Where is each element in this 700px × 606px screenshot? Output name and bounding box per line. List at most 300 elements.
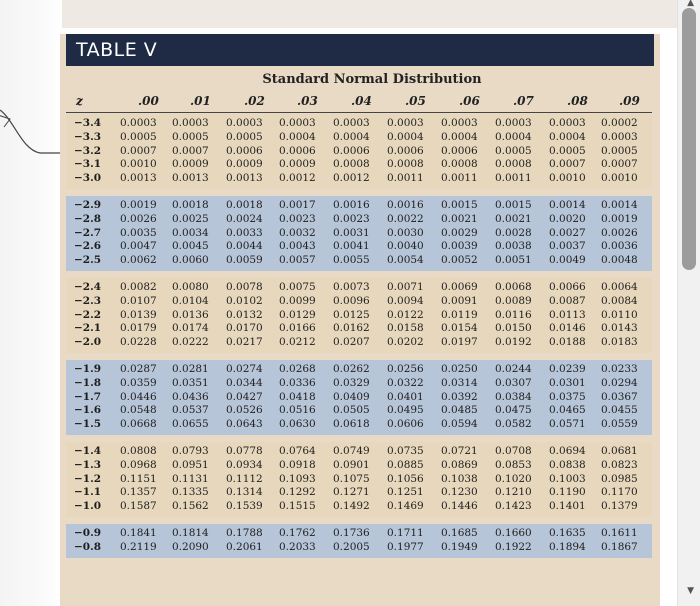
probability-cell: 0.0003 [601, 130, 638, 143]
table-row-group [66, 114, 652, 189]
probability-cell: 0.0008 [387, 158, 424, 171]
probability-cell: 0.0985 [601, 472, 638, 485]
scroll-up-arrow-icon[interactable]: ▲ [687, 0, 694, 8]
probability-cell: 0.0107 [120, 294, 157, 307]
probability-cell: 0.0119 [441, 308, 478, 321]
probability-cell: 0.0035 [120, 226, 157, 239]
probability-cell: 0.1271 [333, 486, 370, 499]
probability-cell: 0.0401 [387, 390, 424, 403]
probability-cell: 0.0256 [387, 363, 424, 375]
probability-cell: 0.1190 [549, 486, 586, 499]
probability-cell: 0.1170 [601, 486, 638, 499]
probability-cell: 0.1736 [333, 527, 370, 539]
probability-cell: 0.0028 [495, 226, 532, 239]
table-row [66, 295, 652, 309]
z-value: −2.1 [74, 322, 102, 335]
probability-cell: 0.0052 [441, 254, 478, 267]
probability-cell: 0.0036 [601, 240, 638, 253]
probability-cell: 0.1515 [279, 500, 316, 513]
probability-cell: 0.0007 [549, 158, 586, 171]
probability-cell: 0.0003 [333, 117, 370, 129]
probability-cell: 0.0023 [333, 212, 370, 225]
probability-cell: 0.0526 [226, 404, 263, 417]
table-row [66, 418, 652, 432]
probability-cell: 0.1020 [495, 472, 532, 485]
probability-cell: 0.0655 [172, 418, 209, 431]
probability-cell: 0.0009 [172, 158, 209, 171]
probability-cell: 0.0015 [495, 199, 532, 211]
probability-cell: 0.0559 [601, 418, 638, 431]
probability-cell: 0.0021 [495, 212, 532, 225]
probability-cell: 0.1814 [172, 527, 209, 539]
table-row [66, 117, 652, 131]
probability-cell: 0.1922 [495, 540, 532, 553]
probability-cell: 0.0630 [279, 418, 316, 431]
probability-cell: 0.0049 [549, 254, 586, 267]
probability-cell: 0.0062 [120, 254, 157, 267]
probability-cell: 0.0721 [441, 445, 478, 457]
probability-cell: 0.1151 [120, 472, 157, 485]
probability-cell: 0.1841 [120, 527, 157, 539]
z-value: −1.1 [74, 486, 102, 499]
probability-cell: 0.1056 [387, 472, 424, 485]
probability-cell: 0.0239 [549, 363, 586, 375]
probability-cell: 0.0008 [441, 158, 478, 171]
table-row [66, 199, 652, 213]
column-header: .04 [351, 94, 372, 108]
probability-cell: 0.0643 [226, 418, 263, 431]
probability-cell: 0.1977 [387, 540, 424, 553]
table-row [66, 322, 652, 336]
probability-cell: 0.0055 [333, 254, 370, 267]
probability-cell: 0.0054 [387, 254, 424, 267]
z-value: −3.0 [74, 172, 102, 185]
probability-cell: 0.0301 [549, 376, 586, 389]
z-value: −1.3 [74, 458, 102, 471]
probability-cell: 0.0375 [549, 390, 586, 403]
z-value: −3.1 [74, 158, 102, 171]
probability-cell: 0.1635 [549, 527, 586, 539]
z-value: −1.5 [74, 418, 102, 431]
probability-cell: 0.0158 [387, 322, 424, 335]
probability-cell: 0.1587 [120, 500, 157, 513]
probability-cell: 0.0006 [441, 144, 478, 157]
probability-cell: 0.0014 [601, 199, 638, 211]
probability-cell: 0.0003 [226, 117, 263, 129]
table-row [66, 527, 652, 541]
probability-cell: 0.0143 [601, 322, 638, 335]
probability-cell: 0.0032 [279, 226, 316, 239]
probability-cell: 0.0485 [441, 404, 478, 417]
z-value: −1.8 [74, 376, 102, 389]
probability-cell: 0.0202 [387, 336, 424, 349]
probability-cell: 0.0005 [172, 130, 209, 143]
probability-cell: 0.0793 [172, 445, 209, 457]
probability-cell: 0.0004 [279, 130, 316, 143]
z-value: −2.9 [74, 199, 102, 211]
probability-cell: 0.1762 [279, 527, 316, 539]
probability-cell: 0.0003 [387, 117, 424, 129]
probability-cell: 0.0294 [601, 376, 638, 389]
probability-cell: 0.0668 [120, 418, 157, 431]
probability-cell: 0.0455 [601, 404, 638, 417]
table-row-group [66, 524, 652, 558]
probability-cell: 0.1446 [441, 500, 478, 513]
probability-cell: 0.1230 [441, 486, 478, 499]
probability-cell: 0.0030 [387, 226, 424, 239]
probability-cell: 0.1660 [495, 527, 532, 539]
probability-cell: 0.1788 [226, 527, 263, 539]
probability-cell: 0.0571 [549, 418, 586, 431]
column-header: .01 [190, 94, 211, 108]
probability-cell: 0.0045 [172, 240, 209, 253]
probability-cell: 0.0066 [549, 281, 586, 293]
probability-cell: 0.1335 [172, 486, 209, 499]
probability-cell: 0.0038 [495, 240, 532, 253]
previous-page-edge [0, 0, 62, 606]
z-value: −1.6 [74, 404, 102, 417]
probability-cell: 0.0116 [495, 308, 532, 321]
column-header-z: z [76, 94, 83, 108]
probability-cell: 0.0004 [549, 130, 586, 143]
probability-cell: 0.0505 [333, 404, 370, 417]
probability-cell: 0.1562 [172, 500, 209, 513]
probability-cell: 0.0003 [495, 117, 532, 129]
probability-cell: 0.0322 [387, 376, 424, 389]
probability-cell: 0.0005 [120, 130, 157, 143]
probability-cell: 0.0006 [279, 144, 316, 157]
table-row [66, 281, 652, 295]
probability-cell: 0.0122 [387, 308, 424, 321]
z-value: −1.7 [74, 390, 102, 403]
probability-cell: 0.0084 [601, 294, 638, 307]
probability-cell: 0.1357 [120, 486, 157, 499]
probability-cell: 0.0007 [601, 158, 638, 171]
normal-curve-icon [0, 95, 60, 165]
probability-cell: 0.0019 [601, 212, 638, 225]
probability-cell: 0.0009 [226, 158, 263, 171]
probability-cell: 0.0418 [279, 390, 316, 403]
probability-cell: 0.0918 [279, 458, 316, 471]
probability-cell: 0.2061 [226, 540, 263, 553]
probability-cell: 0.0003 [279, 117, 316, 129]
probability-cell: 0.0059 [226, 254, 263, 267]
probability-cell: 0.1711 [387, 527, 424, 539]
table-row-group [66, 278, 652, 353]
probability-cell: 0.0681 [601, 445, 638, 457]
z-value: −3.3 [74, 130, 102, 143]
probability-cell: 0.1210 [495, 486, 532, 499]
probability-cell: 0.0307 [495, 376, 532, 389]
probability-cell: 0.0104 [172, 294, 209, 307]
probability-cell: 0.0139 [120, 308, 157, 321]
column-header: .02 [244, 94, 265, 108]
z-value: −2.2 [74, 308, 102, 321]
probability-cell: 0.0594 [441, 418, 478, 431]
table-row [66, 309, 652, 323]
probability-cell: 0.0006 [333, 144, 370, 157]
probability-cell: 0.0013 [226, 172, 263, 185]
probability-cell: 0.0003 [172, 117, 209, 129]
probability-cell: 0.0174 [172, 322, 209, 335]
probability-cell: 0.0606 [387, 418, 424, 431]
probability-cell: 0.0010 [120, 158, 157, 171]
probability-cell: 0.0017 [279, 199, 316, 211]
probability-cell: 0.0495 [387, 404, 424, 417]
probability-cell: 0.1894 [549, 540, 586, 553]
table-row [66, 172, 652, 186]
z-value: −2.4 [74, 281, 102, 293]
probability-cell: 0.0359 [120, 376, 157, 389]
probability-cell: 0.0166 [279, 322, 316, 335]
probability-cell: 0.0026 [120, 212, 157, 225]
probability-cell: 0.0233 [601, 363, 638, 375]
probability-cell: 0.0078 [226, 281, 263, 293]
scroll-down-arrow-icon[interactable]: ▼ [687, 586, 694, 596]
probability-cell: 0.1949 [441, 540, 478, 553]
probability-cell: 0.0351 [172, 376, 209, 389]
probability-cell: 0.0031 [333, 226, 370, 239]
probability-cell: 0.0329 [333, 376, 370, 389]
z-value: −1.9 [74, 363, 102, 375]
probability-cell: 0.1038 [441, 472, 478, 485]
probability-cell: 0.0073 [333, 281, 370, 293]
probability-cell: 0.0150 [495, 322, 532, 335]
z-value: −0.8 [74, 540, 102, 553]
table-row [66, 336, 652, 350]
probability-cell: 0.0025 [172, 212, 209, 225]
probability-cell: 0.0013 [120, 172, 157, 185]
probability-cell: 0.0212 [279, 336, 316, 349]
table-row [66, 377, 652, 391]
probability-cell: 0.0006 [226, 144, 263, 157]
probability-cell: 0.0094 [387, 294, 424, 307]
table-row [66, 459, 652, 473]
table-row [66, 254, 652, 268]
probability-cell: 0.0934 [226, 458, 263, 471]
table-row-group [66, 360, 652, 435]
probability-cell: 0.1401 [549, 500, 586, 513]
probability-cell: 0.0012 [279, 172, 316, 185]
probability-cell: 0.1379 [601, 500, 638, 513]
probability-cell: 0.0037 [549, 240, 586, 253]
probability-cell: 0.0516 [279, 404, 316, 417]
probability-cell: 0.2090 [172, 540, 209, 553]
table-row [66, 391, 652, 405]
probability-cell: 0.0274 [226, 363, 263, 375]
probability-cell: 0.1611 [601, 527, 638, 539]
probability-cell: 0.1469 [387, 500, 424, 513]
probability-cell: 0.0192 [495, 336, 532, 349]
probability-cell: 0.0005 [549, 144, 586, 157]
probability-cell: 0.0197 [441, 336, 478, 349]
z-value: −0.9 [74, 527, 102, 539]
probability-cell: 0.0091 [441, 294, 478, 307]
z-value: −2.0 [74, 336, 102, 349]
probability-cell: 0.0537 [172, 404, 209, 417]
probability-cell: 0.0069 [441, 281, 478, 293]
vertical-scrollbar[interactable] [677, 0, 700, 606]
table-row [66, 473, 652, 487]
z-value: −3.4 [74, 117, 102, 129]
probability-cell: 0.0004 [441, 130, 478, 143]
probability-cell: 0.0034 [172, 226, 209, 239]
z-value: −2.8 [74, 212, 102, 225]
probability-cell: 0.0113 [549, 308, 586, 321]
probability-cell: 0.0222 [172, 336, 209, 349]
probability-cell: 0.0885 [387, 458, 424, 471]
probability-cell: 0.2119 [120, 540, 157, 553]
probability-cell: 0.0041 [333, 240, 370, 253]
probability-cell: 0.0778 [226, 445, 263, 457]
probability-cell: 0.0618 [333, 418, 370, 431]
probability-cell: 0.2005 [333, 540, 370, 553]
probability-cell: 0.0392 [441, 390, 478, 403]
table-row [66, 158, 652, 172]
probability-cell: 0.0102 [226, 294, 263, 307]
probability-cell: 0.0009 [279, 158, 316, 171]
probability-cell: 0.0008 [495, 158, 532, 171]
probability-cell: 0.0694 [549, 445, 586, 457]
table-page [60, 34, 660, 606]
probability-cell: 0.0582 [495, 418, 532, 431]
probability-cell: 0.0043 [279, 240, 316, 253]
probability-cell: 0.0029 [441, 226, 478, 239]
probability-cell: 0.0087 [549, 294, 586, 307]
probability-cell: 0.0047 [120, 240, 157, 253]
probability-cell: 0.0002 [601, 117, 638, 129]
probability-cell: 0.0015 [441, 199, 478, 211]
probability-cell: 0.0314 [441, 376, 478, 389]
probability-cell: 0.0446 [120, 390, 157, 403]
probability-cell: 0.0089 [495, 294, 532, 307]
probability-cell: 0.0183 [601, 336, 638, 349]
table-title: TABLE V [66, 34, 654, 66]
column-header: .06 [459, 94, 480, 108]
probability-cell: 0.0749 [333, 445, 370, 457]
table-row [66, 213, 652, 227]
probability-cell: 0.0020 [549, 212, 586, 225]
probability-cell: 0.0170 [226, 322, 263, 335]
probability-cell: 0.0268 [279, 363, 316, 375]
probability-cell: 0.0023 [279, 212, 316, 225]
column-header: .07 [513, 94, 534, 108]
probability-cell: 0.0075 [279, 281, 316, 293]
probability-cell: 0.1075 [333, 472, 370, 485]
probability-cell: 0.0027 [549, 226, 586, 239]
table-subtitle: Standard Normal Distribution [262, 72, 482, 87]
probability-cell: 0.0040 [387, 240, 424, 253]
table-row [66, 541, 652, 555]
probability-cell: 0.0012 [333, 172, 370, 185]
probability-cell: 0.0026 [601, 226, 638, 239]
probability-cell: 0.0018 [226, 199, 263, 211]
probability-cell: 0.0808 [120, 445, 157, 457]
table-row [66, 131, 652, 145]
table-row [66, 240, 652, 254]
probability-cell: 0.0011 [441, 172, 478, 185]
probability-cell: 0.0068 [495, 281, 532, 293]
probability-cell: 0.0006 [387, 144, 424, 157]
probability-cell: 0.0004 [333, 130, 370, 143]
probability-cell: 0.0735 [387, 445, 424, 457]
probability-cell: 0.0096 [333, 294, 370, 307]
probability-cell: 0.0024 [226, 212, 263, 225]
probability-cell: 0.0853 [495, 458, 532, 471]
probability-cell: 0.0004 [495, 130, 532, 143]
table-row [66, 486, 652, 500]
column-header: .00 [138, 94, 159, 108]
probability-cell: 0.0427 [226, 390, 263, 403]
probability-cell: 0.0132 [226, 308, 263, 321]
probability-cell: 0.0060 [172, 254, 209, 267]
probability-cell: 0.0044 [226, 240, 263, 253]
probability-cell: 0.0125 [333, 308, 370, 321]
probability-cell: 0.0968 [120, 458, 157, 471]
probability-cell: 0.0007 [172, 144, 209, 157]
probability-cell: 0.0838 [549, 458, 586, 471]
probability-cell: 0.1314 [226, 486, 263, 499]
probability-cell: 0.0021 [441, 212, 478, 225]
probability-cell: 0.0033 [226, 226, 263, 239]
probability-cell: 0.0071 [387, 281, 424, 293]
probability-cell: 0.0013 [172, 172, 209, 185]
probability-cell: 0.0465 [549, 404, 586, 417]
probability-cell: 0.2033 [279, 540, 316, 553]
probability-cell: 0.0005 [495, 144, 532, 157]
z-value: −1.2 [74, 472, 102, 485]
probability-cell: 0.0064 [601, 281, 638, 293]
probability-cell: 0.0708 [495, 445, 532, 457]
scrollbar-thumb[interactable] [682, 8, 696, 270]
z-value: −1.0 [74, 500, 102, 513]
probability-cell: 0.0014 [549, 199, 586, 211]
probability-cell: 0.0384 [495, 390, 532, 403]
probability-cell: 0.0287 [120, 363, 157, 375]
probability-cell: 0.1423 [495, 500, 532, 513]
column-header: .03 [297, 94, 318, 108]
table-row [66, 363, 652, 377]
probability-cell: 0.0764 [279, 445, 316, 457]
probability-cell: 0.1131 [172, 472, 209, 485]
probability-cell: 0.0179 [120, 322, 157, 335]
probability-cell: 0.0207 [333, 336, 370, 349]
probability-cell: 0.0010 [549, 172, 586, 185]
probability-cell: 0.1292 [279, 486, 316, 499]
probability-cell: 0.1112 [226, 472, 263, 485]
probability-cell: 0.0016 [387, 199, 424, 211]
probability-cell: 0.0057 [279, 254, 316, 267]
probability-cell: 0.0951 [172, 458, 209, 471]
table-row [66, 145, 652, 159]
top-background-strip [0, 0, 700, 28]
probability-cell: 0.0548 [120, 404, 157, 417]
probability-cell: 0.0080 [172, 281, 209, 293]
probability-cell: 0.0162 [333, 322, 370, 335]
probability-cell: 0.0336 [279, 376, 316, 389]
probability-cell: 0.0007 [120, 144, 157, 157]
probability-cell: 0.1093 [279, 472, 316, 485]
probability-cell: 0.0003 [120, 117, 157, 129]
table-row [66, 227, 652, 241]
probability-cell: 0.1492 [333, 500, 370, 513]
header-rule [66, 112, 652, 113]
probability-cell: 0.0188 [549, 336, 586, 349]
probability-cell: 0.0022 [387, 212, 424, 225]
probability-cell: 0.1685 [441, 527, 478, 539]
probability-cell: 0.0436 [172, 390, 209, 403]
probability-cell: 0.0129 [279, 308, 316, 321]
